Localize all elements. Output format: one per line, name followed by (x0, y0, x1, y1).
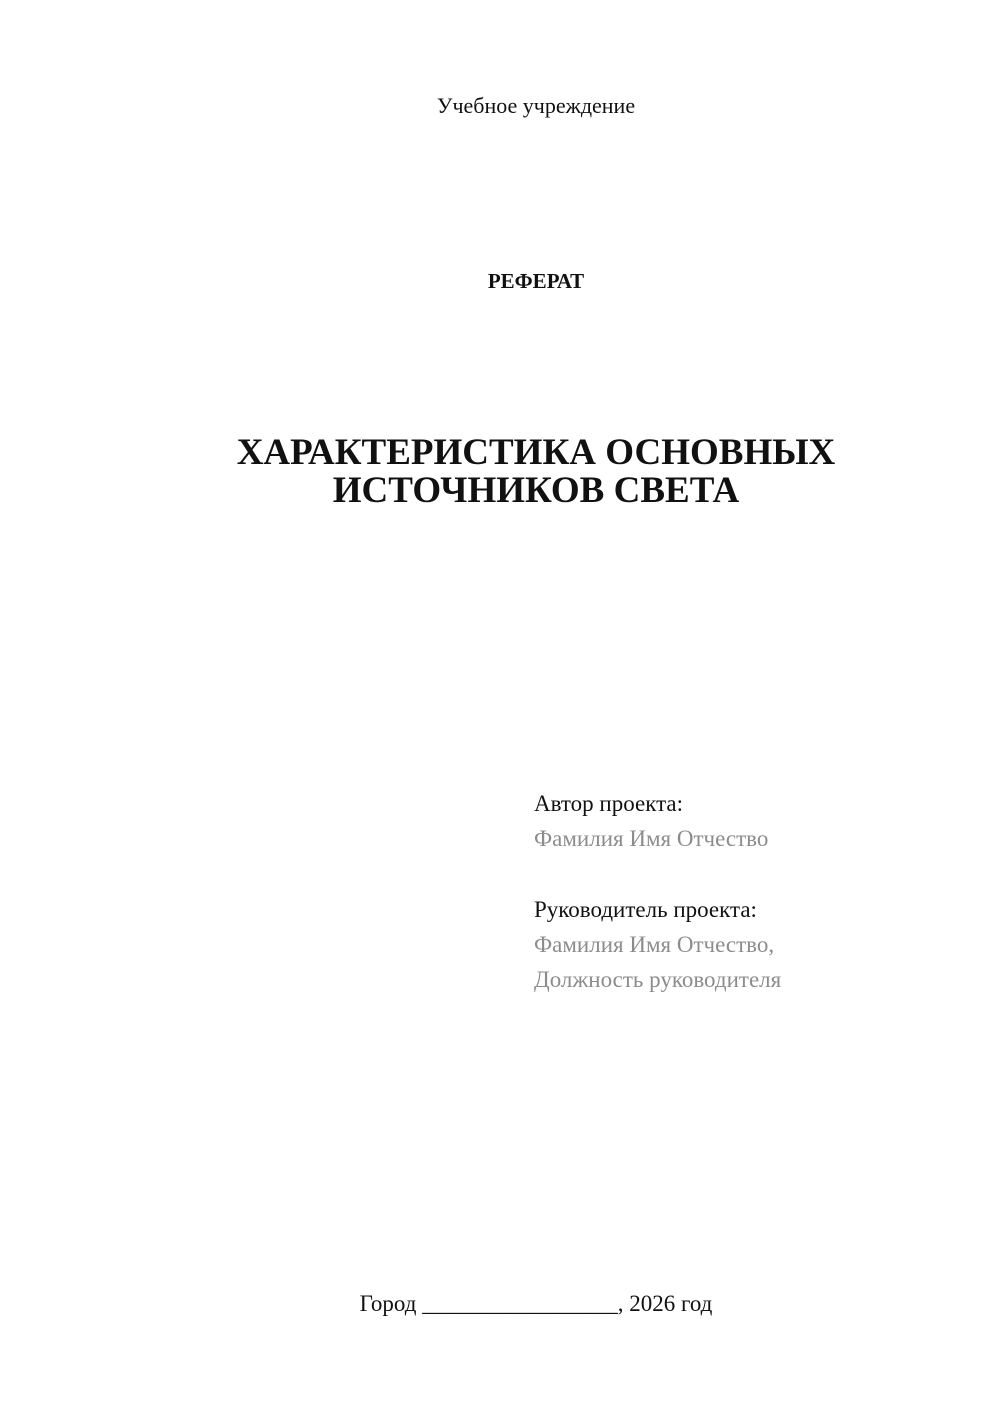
city-year-line: Город _________________, 2026 год (359, 1291, 713, 1316)
document-title (0, 434, 1000, 510)
author-label: Автор проекта: (534, 791, 683, 816)
title-line-2: ИСТОЧНИКОВ СВЕТА (332, 470, 740, 511)
supervisor-position-placeholder: Должность руководителя (534, 967, 782, 992)
credits-spacer (534, 856, 974, 892)
supervisor-name-placeholder: Фамилия Имя Отчество, (534, 932, 775, 957)
credits-block (534, 786, 974, 997)
institution-name: Учебное учреждение (436, 93, 636, 118)
document-type: РЕФЕРАТ (487, 269, 585, 293)
author-name-placeholder: Фамилия Имя Отчество (534, 826, 769, 851)
supervisor-label: Руководитель проекта: (534, 897, 757, 922)
title-line-1: ХАРАКТЕРИСТИКА ОСНОВНЫХ (236, 432, 836, 473)
